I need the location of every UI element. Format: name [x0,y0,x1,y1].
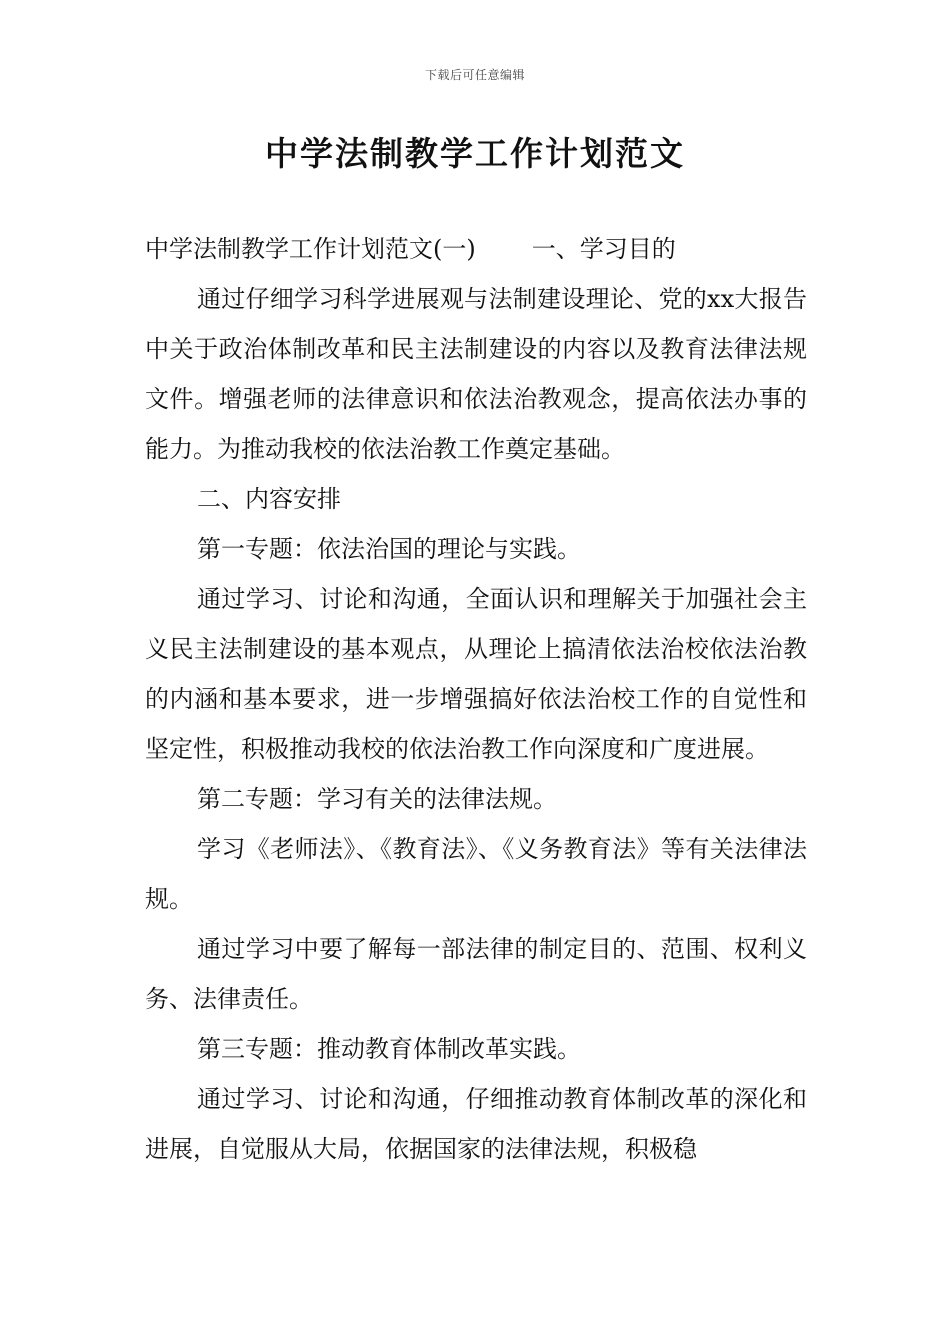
paragraph: 通过学习中要了解每一部法律的制定目的、范围、权利义务、法律责任。 [145,935,807,1013]
topic-heading: 第一专题：依法治国的理论与实践。 [197,535,581,563]
topic-heading: 第二专题：学习有关的法律法规。 [197,785,557,813]
document-body [145,224,807,1174]
subtitle: 中学法制教学工作计划范文(一) [145,235,476,263]
paragraph: 通过学习、讨论和沟通，全面认识和理解关于加强社会主义民主法制建设的基本观点，从理论上搞清依法治校依法治教的内涵和基本要求，进一步增强搞好依法治校工作的自觉性和坚定性，积极推动我校的依法治教工作向深度和广度进展。 [145,585,807,763]
document-title: 中学法制教学工作计划范文 [265,134,685,173]
paragraph: 通过仔细学习科学进展观与法制建设理论、党的xx大报告中关于政治体制改革和民主法制建设的内容以及教育法律法规文件。增强老师的法律意识和依法治教观念，提高依法办事的能力。为推动我校的依法治教工作奠定基础。 [145,285,807,463]
section-heading: 一、学习目的 [531,235,676,263]
paragraph: 通过学习、讨论和沟通，仔细推动教育体制改革的深化和进展，自觉服从大局，依据国家的法律法规，积极稳 [145,1085,807,1163]
paragraph: 学习《老师法》、《教育法》、《义务教育法》等有关法律法规。 [145,835,807,913]
section-heading: 二、内容安排 [197,485,341,513]
first-line [145,224,807,274]
topic-heading: 第三专题：推动教育体制改革实践。 [197,1035,581,1063]
header-note: 下载后可任意编辑 [424,68,525,82]
